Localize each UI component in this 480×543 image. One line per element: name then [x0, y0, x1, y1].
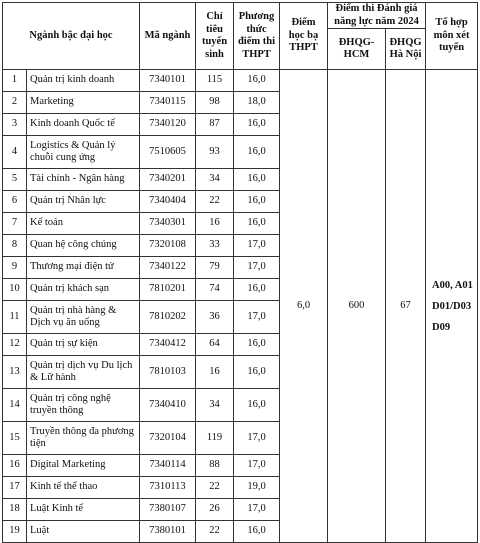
- row-number: 17: [3, 477, 27, 499]
- quota-value: 87: [196, 114, 234, 136]
- major-code: 7340410: [140, 389, 196, 422]
- major-name: Truyền thông đa phương tiện: [27, 422, 140, 455]
- quota-value: 119: [196, 422, 234, 455]
- quota-value: 22: [196, 521, 234, 543]
- exam-score: 16,0: [234, 136, 280, 169]
- quota-value: 16: [196, 356, 234, 389]
- exam-score: 17,0: [234, 235, 280, 257]
- quota-value: 88: [196, 455, 234, 477]
- quota-value: 98: [196, 92, 234, 114]
- row-number: 18: [3, 499, 27, 521]
- exam-score: 16,0: [234, 213, 280, 235]
- quota-value: 93: [196, 136, 234, 169]
- major-code: 7320104: [140, 422, 196, 455]
- header-quota: Chỉ tiêu tuyển sinh: [196, 3, 234, 70]
- exam-score: 16,0: [234, 279, 280, 301]
- major-code: 7810202: [140, 301, 196, 334]
- hanoi-score: 67: [386, 70, 426, 543]
- header-hcm: ĐHQG-HCM: [328, 29, 386, 70]
- exam-score: 16,0: [234, 334, 280, 356]
- major-code: 7510605: [140, 136, 196, 169]
- major-code: 7340404: [140, 191, 196, 213]
- major-name: Kế toán: [27, 213, 140, 235]
- row-number: 12: [3, 334, 27, 356]
- major-code: 7340115: [140, 92, 196, 114]
- header-code: Mã ngành: [140, 3, 196, 70]
- major-code: 7340122: [140, 257, 196, 279]
- major-name: Kinh doanh Quốc tế: [27, 114, 140, 136]
- exam-score: 16,0: [234, 169, 280, 191]
- exam-score: 17,0: [234, 455, 280, 477]
- row-number: 9: [3, 257, 27, 279]
- exam-score: 17,0: [234, 301, 280, 334]
- exam-score: 18,0: [234, 92, 280, 114]
- major-name: Quản trị sự kiện: [27, 334, 140, 356]
- major-code: 7320108: [140, 235, 196, 257]
- header-hanoi: ĐHQG Hà Nội: [386, 29, 426, 70]
- major-code: 7340101: [140, 70, 196, 92]
- row-number: 2: [3, 92, 27, 114]
- exam-score: 16,0: [234, 114, 280, 136]
- row-number: 10: [3, 279, 27, 301]
- row-number: 5: [3, 169, 27, 191]
- major-code: 7340412: [140, 334, 196, 356]
- row-number: 13: [3, 356, 27, 389]
- admissions-table: [2, 2, 478, 543]
- exam-score: 16,0: [234, 191, 280, 213]
- header-major: Ngành bậc đại học: [3, 3, 140, 70]
- exam-score: 16,0: [234, 356, 280, 389]
- major-name: Digital Marketing: [27, 455, 140, 477]
- major-code: 7340301: [140, 213, 196, 235]
- major-name: Thương mại điện tử: [27, 257, 140, 279]
- quota-value: 26: [196, 499, 234, 521]
- subject-combinations: [426, 70, 478, 543]
- transcript-score: 6,0: [280, 70, 328, 543]
- major-name: Quản trị kinh doanh: [27, 70, 140, 92]
- hcm-score: 600: [328, 70, 386, 543]
- row-number: 7: [3, 213, 27, 235]
- major-name: Logistics & Quản lý chuỗi cung ứng: [27, 136, 140, 169]
- major-name: Quản trị Nhân lực: [27, 191, 140, 213]
- header-method: Phương thức điểm thi THPT: [234, 3, 280, 70]
- exam-score: 16,0: [234, 521, 280, 543]
- row-number: 4: [3, 136, 27, 169]
- quota-value: 74: [196, 279, 234, 301]
- quota-value: 115: [196, 70, 234, 92]
- major-name: Marketing: [27, 92, 140, 114]
- table-body: [3, 70, 478, 543]
- quota-value: 22: [196, 191, 234, 213]
- combination-line: A00, A01: [432, 279, 473, 291]
- major-code: 7340114: [140, 455, 196, 477]
- quota-value: 22: [196, 477, 234, 499]
- header-assessment: Điểm thi Đánh giá năng lực năm 2024: [328, 3, 426, 29]
- table-row: [3, 70, 478, 92]
- major-code: 7380101: [140, 521, 196, 543]
- major-code: 7340120: [140, 114, 196, 136]
- quota-value: 79: [196, 257, 234, 279]
- row-number: 3: [3, 114, 27, 136]
- major-code: 7340201: [140, 169, 196, 191]
- exam-score: 16,0: [234, 70, 280, 92]
- row-number: 15: [3, 422, 27, 455]
- row-number: 16: [3, 455, 27, 477]
- row-number: 8: [3, 235, 27, 257]
- header-combo: Tổ hợp môn xét tuyển: [426, 3, 478, 70]
- major-name: Quản trị khách sạn: [27, 279, 140, 301]
- quota-value: 34: [196, 169, 234, 191]
- major-code: 7380107: [140, 499, 196, 521]
- row-number: 11: [3, 301, 27, 334]
- major-code: 7310113: [140, 477, 196, 499]
- quota-value: 36: [196, 301, 234, 334]
- major-name: Quan hệ công chúng: [27, 235, 140, 257]
- major-name: Kinh tế thể thao: [27, 477, 140, 499]
- major-name: Luật: [27, 521, 140, 543]
- major-name: Quản trị nhà hàng & Dịch vụ ăn uống: [27, 301, 140, 334]
- quota-value: 34: [196, 389, 234, 422]
- quota-value: 64: [196, 334, 234, 356]
- major-name: Luật Kinh tế: [27, 499, 140, 521]
- row-number: 6: [3, 191, 27, 213]
- exam-score: 16,0: [234, 389, 280, 422]
- row-number: 14: [3, 389, 27, 422]
- row-number: 19: [3, 521, 27, 543]
- row-number: 1: [3, 70, 27, 92]
- major-name: Quản trị dịch vụ Du lịch & Lữ hành: [27, 356, 140, 389]
- quota-value: 33: [196, 235, 234, 257]
- header-transcript: Điểm học bạ THPT: [280, 3, 328, 70]
- exam-score: 17,0: [234, 257, 280, 279]
- exam-score: 19,0: [234, 477, 280, 499]
- combination-line: D09: [432, 321, 451, 333]
- major-name: Tài chính - Ngân hàng: [27, 169, 140, 191]
- major-code: 7810201: [140, 279, 196, 301]
- major-name: Quản trị công nghệ truyền thông: [27, 389, 140, 422]
- combination-line: D01/D03: [432, 300, 472, 312]
- exam-score: 17,0: [234, 422, 280, 455]
- quota-value: 16: [196, 213, 234, 235]
- major-code: 7810103: [140, 356, 196, 389]
- exam-score: 17,0: [234, 499, 280, 521]
